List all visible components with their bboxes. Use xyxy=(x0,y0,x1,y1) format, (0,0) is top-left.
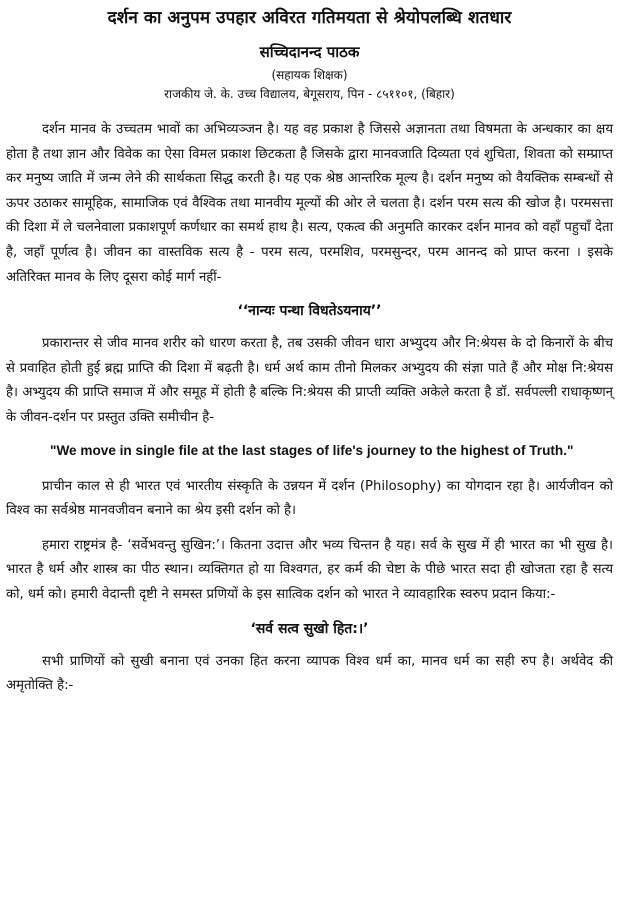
paragraph-1 xyxy=(6,118,613,290)
paragraph-2 xyxy=(6,332,613,430)
english-quote: "We move in single file at the last stages of life's journey to the highest of Truth." xyxy=(50,442,574,458)
paragraph-5 xyxy=(6,650,613,699)
sanskrit-quote-1: ‘‘नान्यः पन्था विधतेऽयनाय’’ xyxy=(237,303,382,320)
paragraph-3 xyxy=(6,475,613,524)
paragraph-text: हमारा राष्ट्रमंत्र है- ‘सर्वेभवन्तु सुखिन:’। कितना उदात्त और भव्य चिन्तन है यह। सर्व के सुख में ही भारत का भी सुख है। भारत है धर्म और शास्त्र का पीठ स्थान। व्यक्तिगत हो या विश्वगत, हर कर्म की चेष्टा के पीछे भारत सदा ही खोजता रहा है सत्य को, धर्म को। हमारी वेदान्ती दृष्टी ने समस्त प्रणियों के इस सात्विक दर्शन को भारत ने व्यावहारिक स्वरुप प्रदान किया:- xyxy=(6,537,613,602)
paragraph-text: प्राचीन काल से ही भारत एवं भारतीय संस्कृति के उन्नयन में दर्शन (Philosophy) का योगदान रहा है। आर्यजीवन को विश्व का सर्वश्रेष्ठ मानवजीवन बनाने का श्रेय इसी दर्शन को है। xyxy=(6,478,613,519)
article-title: दर्शन का अनुपम उपहार अविरत गतिमयता से श्रेयोपलब्धि शतधार xyxy=(107,8,512,28)
author-name: सच्चिदानन्द पाठक xyxy=(259,43,360,61)
author-designation: (सहायक शिक्षक) xyxy=(271,68,348,82)
paragraph-text: सभी प्राणियों को सुखी बनाना एवं उनका हित करना व्यापक विश्व धर्म का, मानव धर्म का सही रुप है। अर्थवेद की अमृतोक्ति है:- xyxy=(6,653,613,694)
sanskrit-quote-2: ‘सर्व सत्व सुखो हित:।’ xyxy=(250,620,369,637)
paragraph-text: प्रकारान्तर से जीव मानव शरीर को धारण करता है, तब उसकी जीवन धारा अभ्युदय और नि:श्रेयस के दो किनारों के बीच से प्रवाहित होती हुई ब्रह्म प्राप्ति की दिशा में बढ़ती है। धर्म अर्थ काम तीनो मिलकर अभ्युदय की संज्ञा पाते हैं और मोक्ष नि:श्रेयस है। अभ्युदय की प्राप्ति समाज में और समूह में होती है बल्कि नि:श्रेयस की प्राप्ती व्यक्ति अकेले करता है डॉ. सर्वपल्ली राधाकृष्णन् के जीवन-दर्शन पर प्रस्तुत उक्ति समीचीन है- xyxy=(6,336,613,425)
paragraph-4 xyxy=(6,534,613,608)
author-address: राजकीय जे. के. उच्च विद्यालय, बेगूसराय, पिन - ८५११०१, (बिहार) xyxy=(164,87,455,101)
paragraph-text: दर्शन मानव के उच्चतम भावों का अभिव्यञ्जन है। यह वह प्रकाश है जिससे अज्ञानता तथा विषमता के अन्धकार का क्षय होता है तथा ज्ञान और विवेक का ऐसा विमल प्रकाश छिटकता है जिसके द्वारा मानवजाति दिव्यता एवं शुचिता, शिवता को सम्प्राप्त कर मनुष्य जाति में जन्म लेने की सार्थकता सिद्ध करती है। यह एक श्रेष्ठ आन्तरिक मूल्य है। दर्शन मनुष्य को वैयक्तिक सम्बन्धों से ऊपर उठाकर सामूहिक, सामाजिक एवं वैश्विक तथा मानवीय मूल्यों की ओर ले चलता है। दर्शन परम सत्य की खोज है। परमसत्ता की दिशा में ले चलनेवाला प्रकाशपूर्ण कर्णधार का समर्थ हाथ है। सत्य, एकत्व की अनुमति कारकर दर्शन मानव को वहाँ पहुचाँ देता है, जहाँ पूर्णत्व है। जीवन का वास्तविक सत्य है - परम सत्य, परमशिव, परमसुन्दर, परम आनन्द को प्राप्त करना । इसके अतिरिक्त मानव के लिए दूसरा कोई मार्ग नहीं- xyxy=(6,122,613,285)
